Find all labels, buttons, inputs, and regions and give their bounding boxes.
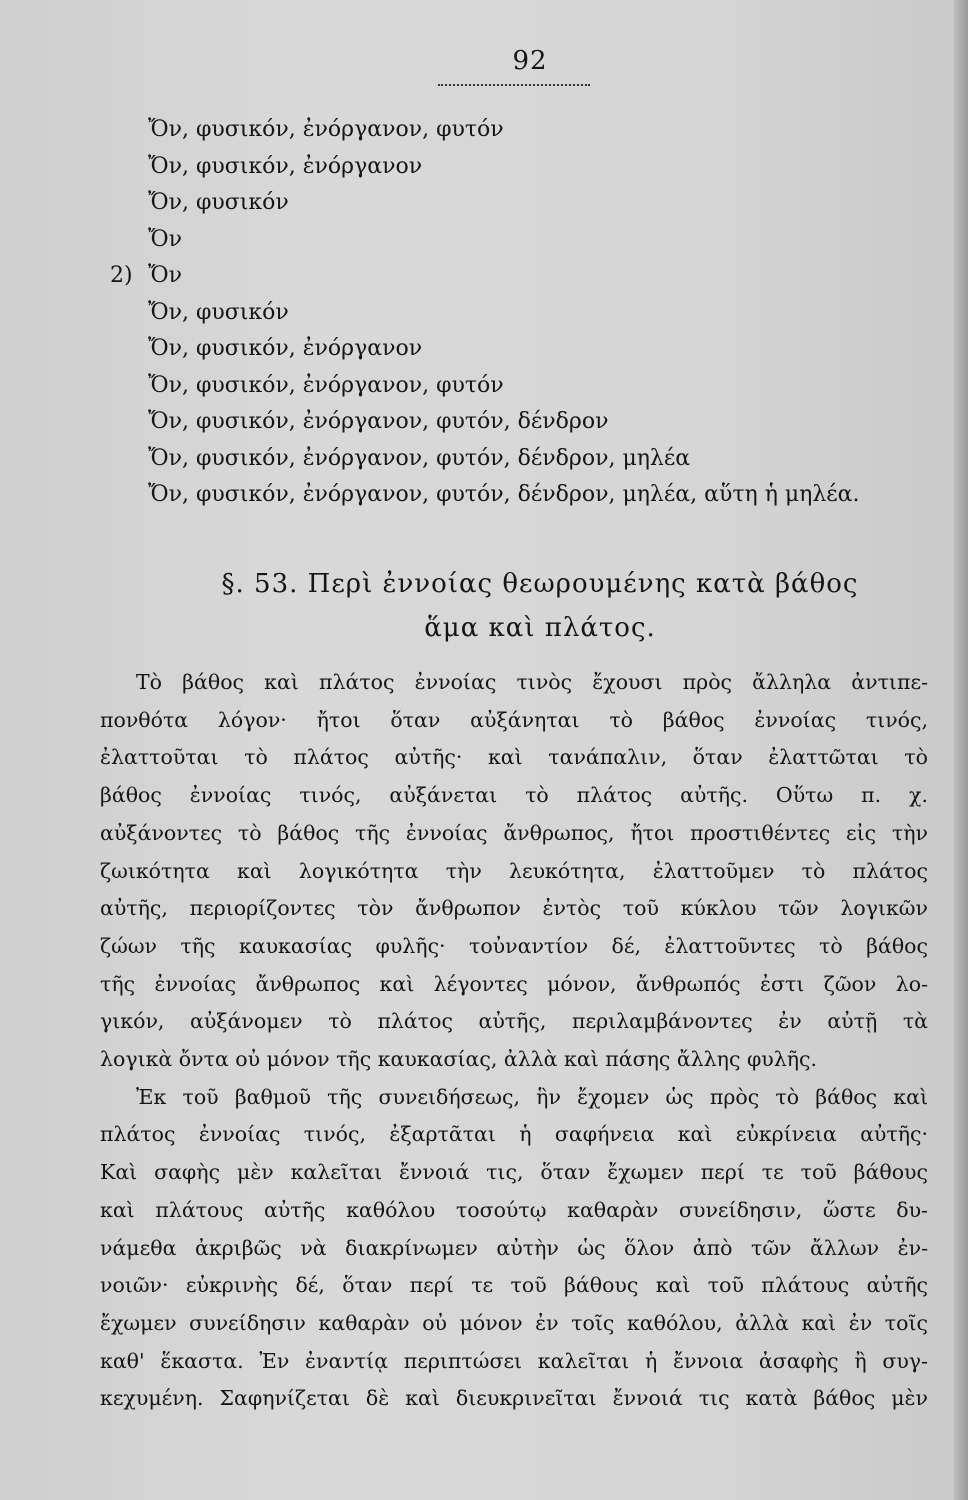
text-line: τῆς ἐννοίας ἄνθρωπος καὶ λέγοντες μόνον, ἄνθρωπός ἐστι ζῶον λο- [100, 971, 928, 996]
text-line: νάμεθα ἀκριβῶς νὰ διακρίνωμεν αὐτὴν ὡς ὅλον ἀπὸ τῶν ἄλλων ἐν- [100, 1235, 928, 1260]
list-item-text: Ὄν, φυσικόν, ἐνόργανον [148, 336, 423, 361]
list-item-text: Ὄν [148, 226, 182, 252]
text-line: Τὸ βάθος καὶ πλάτος ἐννοίας τινὸς ἔχουσι πρὸς ἄλληλα ἀντιπε- [136, 670, 928, 694]
text-line: Καὶ σαφὴς μὲν καλεῖται ἔννοιά τις, ὅταν ἔχωμεν περί τε τοῦ βάθους [100, 1160, 928, 1185]
text-line: γικόν, αὐξάνομεν τὸ πλάτος αὐτῆς, περιλαμβάνοντες ἐν αὐτῇ τὰ [100, 1009, 928, 1034]
list-item [100, 185, 950, 222]
page-number: 92 [512, 46, 548, 76]
list-item [100, 149, 950, 186]
list-item-text: Ὄν, φυσικόν, ἐνόργανον, φυτόν, δένδρον, μηλέα [148, 445, 691, 471]
text-line: ζώων τῆς καυκασίας φυλῆς· τοὐναντίον δέ, ἐλαττοῦντες τὸ βάθος [100, 933, 928, 958]
list-item [100, 441, 950, 478]
list-item [100, 477, 950, 514]
body-paragraph [100, 664, 928, 1418]
text-line: λογικὰ ὄντα οὐ μόνον τῆς καυκασίας, ἀλλὰ καὶ πάσης ἄλλης φυλῆς. [100, 1047, 818, 1072]
section-heading-line: §. 53. Περὶ ἐννοίας θεωρουμένης κατὰ βάθος [221, 569, 859, 599]
text-line: καὶ πλάτους αὐτῆς καθόλου τοσούτῳ καθαρὰν συνείδησιν, ὥστε δυ- [100, 1197, 928, 1222]
list-item [100, 222, 950, 259]
list-item [100, 368, 950, 405]
list-item [100, 331, 950, 368]
list-item-text: Ὄν [148, 263, 182, 288]
list-item-text: Ὄν, φυσικόν, ἐνόργανον, φυτόν, δένδρον, μηλέα, αὕτη ἡ μηλέα. [148, 482, 860, 507]
text-line: ζωικότητα καὶ λογικότητα τὴν λευκότητα, ἐλαττοῦμεν τὸ πλάτος [100, 858, 928, 883]
list-marker: 2) [110, 263, 133, 288]
text-line: αὐξάνοντες τὸ βάθος τῆς ἐννοίας ἄνθρωπος, ἤτοι προστιθέντες εἰς τὴν [100, 820, 928, 845]
concept-series-list [100, 112, 950, 514]
text-line: Ἐκ τοῦ βαθμοῦ τῆς συνειδήσεως, ἣν ἔχομεν ὡς πρὸς τὸ βάθος καὶ [136, 1084, 928, 1109]
section-heading-line: ἅμα καὶ πλάτος. [424, 613, 656, 643]
list-item-text: Ὄν, φυσικόν [148, 190, 289, 215]
text-line: πλάτος ἐννοίας τινός, ἐξαρτᾶται ἡ σαφήνεια καὶ εὐκρίνεια αὐτῆς· [100, 1122, 928, 1147]
list-item-text: Ὄν, φυσικόν, ἐνόργανον, φυτόν [148, 372, 504, 398]
text-line: νοιῶν· εὐκρινὴς δέ, ὅταν περί τε τοῦ βάθους καὶ τοῦ πλάτους αὐτῆς [100, 1273, 928, 1298]
list-item [100, 258, 950, 295]
page-number-rule [438, 84, 590, 86]
binding-edge [954, 0, 968, 1500]
text-line: ἐλαττοῦται τὸ πλάτος αὐτῆς· καὶ τανάπαλιν, ὅταν ἐλαττῶται τὸ [100, 745, 928, 770]
text-line: αὐτῆς, περιορίζοντες τὸν ἄνθρωπον ἐντὸς τοῦ κύκλου τῶν λογικῶν [100, 896, 928, 921]
list-item-text: Ὄν, φυσικόν, ἐνόργανον, φυτόν [148, 117, 504, 142]
text-line: καθ' ἕκαστα. Ἐν ἐναντίᾳ περιπτώσει καλεῖται ἡ ἔννοια ἀσαφὴς ἢ συγ- [100, 1348, 928, 1373]
section-heading [190, 562, 890, 650]
list-item-text: Ὄν, φυσικόν [148, 299, 289, 325]
list-item [100, 112, 950, 149]
list-item-text: Ὄν, φυσικόν, ἐνόργανον, φυτόν, δένδρον [148, 409, 609, 434]
text-line: ἔχωμεν συνείδησιν καθαρὰν οὐ μόνον ἐν τοῖς καθόλου, ἀλλὰ καὶ ἐν τοῖς [100, 1310, 928, 1335]
list-item [100, 295, 950, 332]
list-item-text: Ὄν, φυσικόν, ἐνόργανον [148, 153, 423, 179]
text-line: κεχυμένη. Σαφηνίζεται δὲ καὶ διευκρινεῖται ἔννοιά τις κατὰ βάθος μὲν [100, 1386, 928, 1411]
text-line: πονθότα λόγον· ἤτοι ὅταν αὐξάνηται τὸ βάθος ἐννοίας τινός, [100, 707, 928, 732]
text-line: βάθος ἐννοίας τινός, αὐξάνεται τὸ πλάτος αὐτῆς. Οὕτω π. χ. [100, 783, 928, 808]
list-item [100, 404, 950, 441]
